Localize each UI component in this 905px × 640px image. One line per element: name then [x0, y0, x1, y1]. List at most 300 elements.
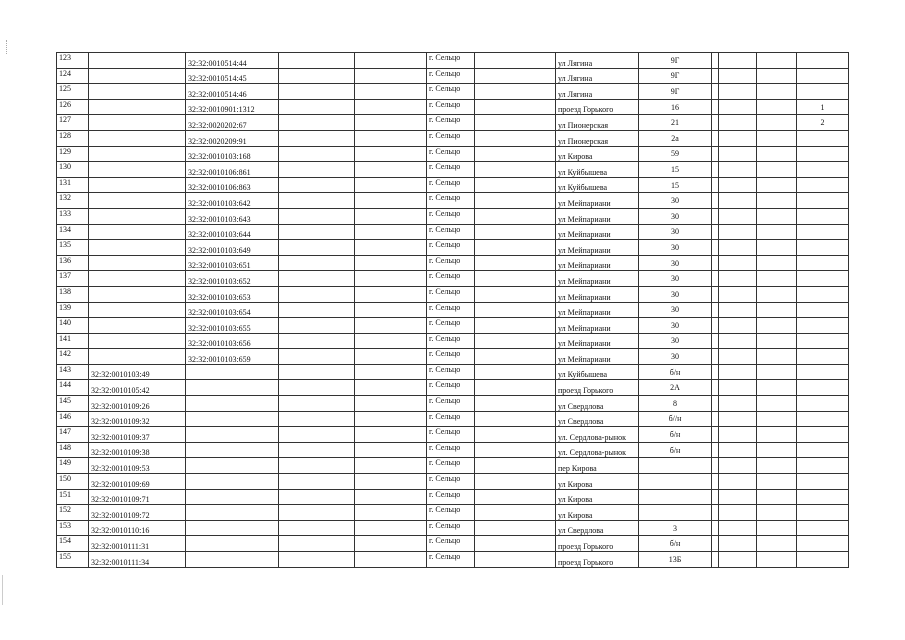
extra-number-cell: 2 [797, 115, 849, 131]
cadastral-number-secondary [186, 427, 279, 443]
cadastral-number-secondary: 32:32:0010103:653 [186, 286, 279, 302]
house-number-cell: 2А [639, 380, 712, 396]
cadastral-number-primary [89, 302, 186, 318]
cadastral-number-primary: 32:32:0010103:49 [89, 364, 186, 380]
house-number-cell: б/н [639, 364, 712, 380]
empty-cell [475, 458, 556, 474]
empty-cell [712, 208, 719, 224]
empty-cell [475, 115, 556, 131]
cadastral-number-secondary: 32:32:0010103:656 [186, 333, 279, 349]
table-row [57, 411, 849, 427]
empty-cell [355, 489, 427, 505]
empty-cell [712, 193, 719, 209]
cadastral-number-primary: 32:32:0010109:32 [89, 411, 186, 427]
empty-cell [279, 318, 355, 334]
table-row [57, 146, 849, 162]
empty-cell [355, 458, 427, 474]
cadastral-number-primary [89, 68, 186, 84]
empty-cell [719, 286, 757, 302]
empty-cell [712, 349, 719, 365]
empty-cell [279, 536, 355, 552]
house-number-cell: 30 [639, 208, 712, 224]
city-cell: г. Сельцо [427, 193, 475, 209]
empty-cell [712, 84, 719, 100]
empty-cell [712, 162, 719, 178]
house-number-cell: 8 [639, 396, 712, 412]
city-cell: г. Сельцо [427, 84, 475, 100]
street-cell: ул Мейпариани [556, 302, 639, 318]
extra-number-cell [797, 474, 849, 490]
empty-cell [712, 427, 719, 443]
table-row [57, 302, 849, 318]
table-row [57, 552, 849, 568]
cadastral-number-secondary: 32:32:0010103:642 [186, 193, 279, 209]
extra-number-cell [797, 520, 849, 536]
row-number: 134 [57, 224, 89, 240]
row-number: 129 [57, 146, 89, 162]
cadastral-number-secondary [186, 364, 279, 380]
house-number-cell [639, 474, 712, 490]
empty-cell [475, 68, 556, 84]
empty-cell [757, 208, 797, 224]
house-number-cell: 16 [639, 99, 712, 115]
city-cell: г. Сельцо [427, 552, 475, 568]
extra-number-cell [797, 130, 849, 146]
empty-cell [355, 255, 427, 271]
table-row [57, 380, 849, 396]
empty-cell [719, 271, 757, 287]
empty-cell [757, 286, 797, 302]
house-number-cell: 13Б [639, 552, 712, 568]
empty-cell [279, 193, 355, 209]
row-number: 153 [57, 520, 89, 536]
city-cell: г. Сельцо [427, 99, 475, 115]
extra-number-cell [797, 458, 849, 474]
empty-cell [712, 364, 719, 380]
cadastral-number-primary [89, 130, 186, 146]
empty-cell [719, 364, 757, 380]
cadastral-number-secondary: 32:32:0010106:861 [186, 162, 279, 178]
empty-cell [712, 115, 719, 131]
row-number: 154 [57, 536, 89, 552]
extra-number-cell [797, 224, 849, 240]
cadastral-number-primary [89, 333, 186, 349]
row-number: 137 [57, 271, 89, 287]
street-cell: ул Мейпариани [556, 349, 639, 365]
cadastral-number-secondary: 32:32:0010103:649 [186, 240, 279, 256]
cadastral-number-secondary [186, 520, 279, 536]
street-cell: ул Мейпариани [556, 333, 639, 349]
table-row [57, 474, 849, 490]
street-cell: ул Лягина [556, 84, 639, 100]
empty-cell [757, 318, 797, 334]
table-row [57, 442, 849, 458]
house-number-cell: 9Г [639, 53, 712, 69]
page-edge-mark [6, 40, 8, 54]
city-cell: г. Сельцо [427, 318, 475, 334]
city-cell: г. Сельцо [427, 333, 475, 349]
empty-cell [719, 442, 757, 458]
extra-number-cell [797, 240, 849, 256]
cadastral-number-primary: 32:32:0010109:69 [89, 474, 186, 490]
empty-cell [355, 364, 427, 380]
table-row [57, 177, 849, 193]
empty-cell [475, 286, 556, 302]
empty-cell [355, 53, 427, 69]
cadastral-number-secondary: 32:32:0020209:91 [186, 130, 279, 146]
empty-cell [279, 411, 355, 427]
empty-cell [355, 396, 427, 412]
empty-cell [757, 536, 797, 552]
street-cell: ул Мейпариани [556, 271, 639, 287]
city-cell: г. Сельцо [427, 474, 475, 490]
cadastral-number-primary [89, 53, 186, 69]
table-row [57, 130, 849, 146]
cadastral-number-secondary: 32:32:0010103:655 [186, 318, 279, 334]
city-cell: г. Сельцо [427, 224, 475, 240]
row-number: 126 [57, 99, 89, 115]
empty-cell [279, 271, 355, 287]
empty-cell [712, 536, 719, 552]
empty-cell [355, 411, 427, 427]
row-number: 145 [57, 396, 89, 412]
cadastral-number-secondary [186, 536, 279, 552]
cadastral-number-primary [89, 162, 186, 178]
house-number-cell: 30 [639, 255, 712, 271]
empty-cell [757, 364, 797, 380]
empty-cell [757, 552, 797, 568]
empty-cell [712, 442, 719, 458]
empty-cell [712, 240, 719, 256]
house-number-cell: б//н [639, 411, 712, 427]
empty-cell [355, 193, 427, 209]
cadastral-number-secondary [186, 396, 279, 412]
empty-cell [757, 349, 797, 365]
empty-cell [712, 177, 719, 193]
city-cell: г. Сельцо [427, 458, 475, 474]
extra-number-cell [797, 364, 849, 380]
empty-cell [279, 208, 355, 224]
table-row [57, 53, 849, 69]
empty-cell [355, 349, 427, 365]
cadastral-number-primary [89, 318, 186, 334]
empty-cell [355, 286, 427, 302]
empty-cell [355, 318, 427, 334]
street-cell: ул Пионерская [556, 130, 639, 146]
cadastral-number-secondary: 32:32:0010901:1312 [186, 99, 279, 115]
empty-cell [279, 302, 355, 318]
empty-cell [475, 53, 556, 69]
cadastral-number-secondary: 32:32:0010103:644 [186, 224, 279, 240]
empty-cell [355, 442, 427, 458]
empty-cell [712, 552, 719, 568]
cadastral-number-secondary [186, 474, 279, 490]
empty-cell [355, 271, 427, 287]
empty-cell [475, 380, 556, 396]
extra-number-cell [797, 146, 849, 162]
empty-cell [475, 302, 556, 318]
cadastral-number-primary [89, 271, 186, 287]
extra-number-cell [797, 208, 849, 224]
cadastral-number-primary [89, 224, 186, 240]
row-number: 152 [57, 505, 89, 521]
empty-cell [757, 193, 797, 209]
empty-cell [712, 53, 719, 69]
empty-cell [475, 193, 556, 209]
empty-cell [279, 177, 355, 193]
empty-cell [712, 271, 719, 287]
city-cell: г. Сельцо [427, 53, 475, 69]
street-cell: ул Мейпариани [556, 318, 639, 334]
table-row [57, 396, 849, 412]
scan-margin-mark [2, 575, 7, 605]
empty-cell [355, 536, 427, 552]
empty-cell [757, 442, 797, 458]
house-number-cell: 15 [639, 177, 712, 193]
street-cell: ул. Сердлова-рынок [556, 442, 639, 458]
house-number-cell [639, 458, 712, 474]
street-cell: ул Свердлова [556, 520, 639, 536]
cadastral-number-secondary: 32:32:0020202:67 [186, 115, 279, 131]
cadastral-number-secondary: 32:32:0010103:652 [186, 271, 279, 287]
house-number-cell: 30 [639, 349, 712, 365]
empty-cell [719, 333, 757, 349]
extra-number-cell [797, 255, 849, 271]
table-row [57, 68, 849, 84]
empty-cell [475, 396, 556, 412]
cadastral-number-secondary: 32:32:0010106:863 [186, 177, 279, 193]
street-cell: ул Мейпариани [556, 208, 639, 224]
empty-cell [719, 411, 757, 427]
empty-cell [757, 146, 797, 162]
empty-cell [719, 536, 757, 552]
city-cell: г. Сельцо [427, 442, 475, 458]
street-cell: ул Пионерская [556, 115, 639, 131]
extra-number-cell [797, 302, 849, 318]
house-number-cell: 59 [639, 146, 712, 162]
house-number-cell: 30 [639, 333, 712, 349]
house-number-cell: 30 [639, 193, 712, 209]
empty-cell [475, 224, 556, 240]
extra-number-cell [797, 318, 849, 334]
cadastral-number-secondary: 32:32:0010103:643 [186, 208, 279, 224]
empty-cell [757, 458, 797, 474]
empty-cell [355, 115, 427, 131]
extra-number-cell [797, 411, 849, 427]
cadastral-number-secondary: 32:32:0010103:168 [186, 146, 279, 162]
city-cell: г. Сельцо [427, 302, 475, 318]
cadastral-number-primary: 32:32:0010109:72 [89, 505, 186, 521]
city-cell: г. Сельцо [427, 520, 475, 536]
empty-cell [355, 333, 427, 349]
row-number: 142 [57, 349, 89, 365]
table-row [57, 162, 849, 178]
empty-cell [719, 474, 757, 490]
empty-cell [355, 505, 427, 521]
empty-cell [279, 286, 355, 302]
empty-cell [475, 318, 556, 334]
extra-number-cell [797, 349, 849, 365]
cadastral-number-primary: 32:32:0010109:71 [89, 489, 186, 505]
empty-cell [475, 364, 556, 380]
cadastral-number-primary [89, 193, 186, 209]
empty-cell [279, 458, 355, 474]
empty-cell [712, 255, 719, 271]
city-cell: г. Сельцо [427, 255, 475, 271]
empty-cell [475, 146, 556, 162]
street-cell: ул Кирова [556, 146, 639, 162]
registry-table [56, 52, 849, 568]
empty-cell [279, 380, 355, 396]
empty-cell [712, 318, 719, 334]
extra-number-cell [797, 442, 849, 458]
cadastral-number-secondary [186, 505, 279, 521]
table-row [57, 193, 849, 209]
empty-cell [719, 552, 757, 568]
extra-number-cell [797, 552, 849, 568]
street-cell: ул Мейпариани [556, 286, 639, 302]
cadastral-number-secondary: 32:32:0010514:45 [186, 68, 279, 84]
empty-cell [757, 505, 797, 521]
row-number: 135 [57, 240, 89, 256]
street-cell: проезд Горького [556, 380, 639, 396]
cadastral-number-primary [89, 286, 186, 302]
table-row [57, 520, 849, 536]
empty-cell [475, 84, 556, 100]
house-number-cell: 30 [639, 271, 712, 287]
empty-cell [475, 427, 556, 443]
cadastral-number-primary [89, 208, 186, 224]
cadastral-number-primary [89, 99, 186, 115]
city-cell: г. Сельцо [427, 396, 475, 412]
street-cell: ул Кирова [556, 489, 639, 505]
empty-cell [757, 333, 797, 349]
table-row [57, 84, 849, 100]
empty-cell [757, 396, 797, 412]
empty-cell [712, 333, 719, 349]
street-cell: ул Лягина [556, 53, 639, 69]
empty-cell [475, 349, 556, 365]
empty-cell [719, 130, 757, 146]
house-number-cell: 15 [639, 162, 712, 178]
empty-cell [279, 240, 355, 256]
empty-cell [719, 84, 757, 100]
empty-cell [279, 255, 355, 271]
empty-cell [279, 130, 355, 146]
street-cell: проезд Горького [556, 99, 639, 115]
table-row [57, 318, 849, 334]
city-cell: г. Сельцо [427, 240, 475, 256]
city-cell: г. Сельцо [427, 130, 475, 146]
table-row [57, 505, 849, 521]
city-cell: г. Сельцо [427, 427, 475, 443]
table-row [57, 255, 849, 271]
cadastral-number-primary: 32:32:0010111:34 [89, 552, 186, 568]
house-number-cell: 9Г [639, 68, 712, 84]
row-number: 146 [57, 411, 89, 427]
empty-cell [475, 240, 556, 256]
table-row [57, 115, 849, 131]
empty-cell [719, 115, 757, 131]
empty-cell [475, 333, 556, 349]
row-number: 143 [57, 364, 89, 380]
empty-cell [475, 177, 556, 193]
street-cell: ул Лягина [556, 68, 639, 84]
cadastral-number-secondary: 32:32:0010514:44 [186, 53, 279, 69]
street-cell: проезд Горького [556, 536, 639, 552]
empty-cell [475, 442, 556, 458]
empty-cell [279, 99, 355, 115]
house-number-cell: 30 [639, 224, 712, 240]
empty-cell [279, 349, 355, 365]
row-number: 149 [57, 458, 89, 474]
empty-cell [475, 552, 556, 568]
empty-cell [757, 68, 797, 84]
extra-number-cell [797, 84, 849, 100]
cadastral-number-primary [89, 146, 186, 162]
empty-cell [757, 115, 797, 131]
empty-cell [757, 489, 797, 505]
empty-cell [719, 520, 757, 536]
empty-cell [719, 224, 757, 240]
cadastral-number-primary [89, 84, 186, 100]
empty-cell [475, 505, 556, 521]
empty-cell [355, 146, 427, 162]
empty-cell [757, 53, 797, 69]
extra-number-cell [797, 68, 849, 84]
empty-cell [719, 349, 757, 365]
row-number: 140 [57, 318, 89, 334]
empty-cell [719, 458, 757, 474]
table-row [57, 333, 849, 349]
table-row [57, 240, 849, 256]
extra-number-cell [797, 380, 849, 396]
empty-cell [719, 146, 757, 162]
row-number: 150 [57, 474, 89, 490]
house-number-cell: б/н [639, 536, 712, 552]
empty-cell [355, 427, 427, 443]
empty-cell [719, 318, 757, 334]
empty-cell [279, 84, 355, 100]
extra-number-cell [797, 427, 849, 443]
empty-cell [475, 411, 556, 427]
empty-cell [757, 84, 797, 100]
empty-cell [757, 240, 797, 256]
city-cell: г. Сельцо [427, 349, 475, 365]
city-cell: г. Сельцо [427, 115, 475, 131]
empty-cell [719, 505, 757, 521]
empty-cell [279, 162, 355, 178]
city-cell: г. Сельцо [427, 364, 475, 380]
extra-number-cell [797, 396, 849, 412]
empty-cell [279, 364, 355, 380]
city-cell: г. Сельцо [427, 286, 475, 302]
house-number-cell: б/н [639, 427, 712, 443]
street-cell: ул. Сердлова-рынок [556, 427, 639, 443]
empty-cell [757, 99, 797, 115]
empty-cell [475, 99, 556, 115]
empty-cell [279, 489, 355, 505]
empty-cell [355, 130, 427, 146]
empty-cell [712, 302, 719, 318]
cadastral-number-secondary: 32:32:0010103:651 [186, 255, 279, 271]
city-cell: г. Сельцо [427, 177, 475, 193]
house-number-cell: б/н [639, 442, 712, 458]
empty-cell [355, 99, 427, 115]
cadastral-number-secondary: 32:32:0010103:659 [186, 349, 279, 365]
row-number: 124 [57, 68, 89, 84]
city-cell: г. Сельцо [427, 505, 475, 521]
